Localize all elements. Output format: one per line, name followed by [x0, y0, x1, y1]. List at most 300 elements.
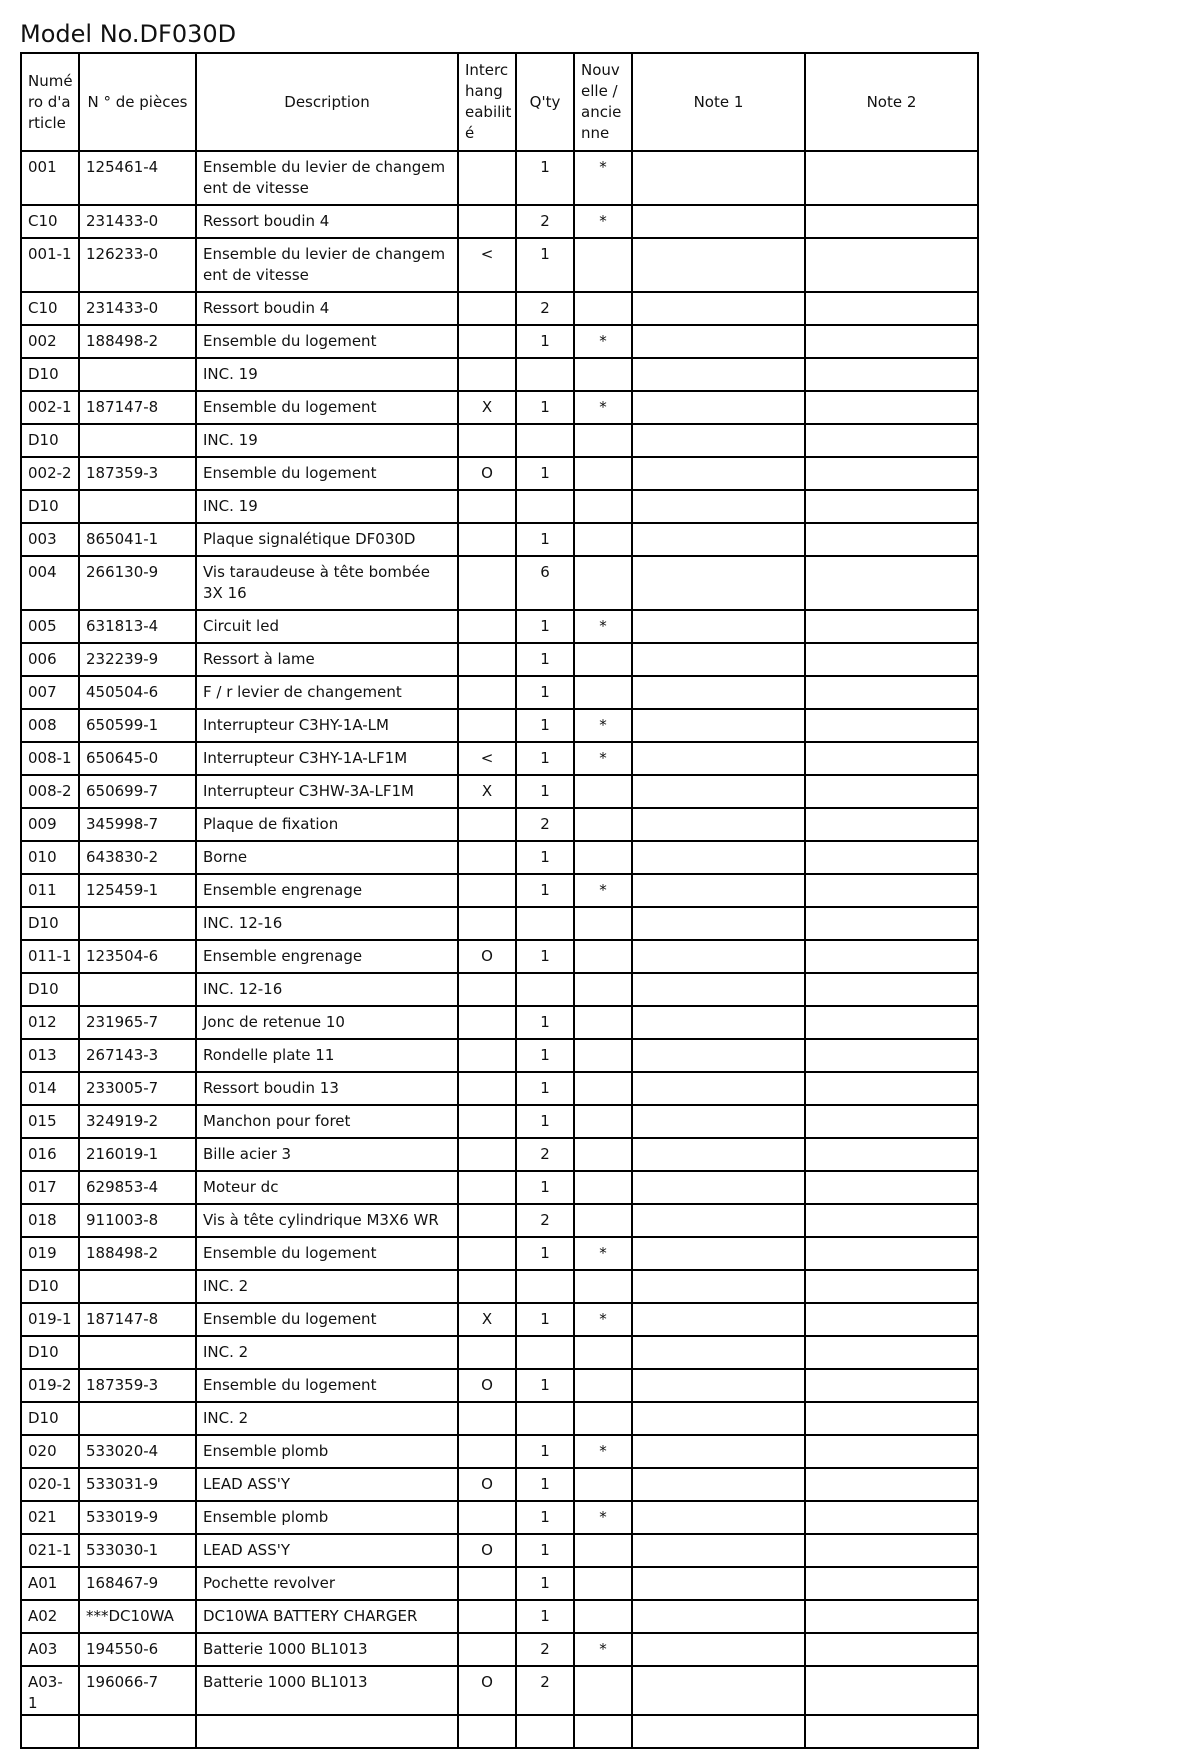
cell-note-2 — [805, 808, 978, 841]
cell-description: LEAD ASS'Y — [196, 1534, 458, 1567]
cell-item-no: 016 — [21, 1138, 79, 1171]
cell-interchangeability: < — [458, 238, 516, 292]
cell-part-no — [79, 1715, 196, 1748]
cell-interchangeability: O — [458, 1369, 516, 1402]
cell-interchangeability — [458, 358, 516, 391]
cell-description: Ensemble engrenage — [196, 874, 458, 907]
cell-interchangeability — [458, 1270, 516, 1303]
cell-new-old — [574, 1468, 632, 1501]
cell-new-old — [574, 457, 632, 490]
cell-part-no: 196066-7 — [79, 1666, 196, 1715]
cell-part-no: 123504-6 — [79, 940, 196, 973]
cell-description: Vis taraudeuse à tête bombée 3X 16 — [196, 556, 458, 610]
cell-qty: 1 — [516, 1303, 574, 1336]
cell-qty: 1 — [516, 1567, 574, 1600]
cell-note-1 — [632, 1567, 805, 1600]
table-row — [21, 610, 978, 643]
cell-interchangeability — [458, 424, 516, 457]
cell-qty: 1 — [516, 1435, 574, 1468]
cell-part-no: 450504-6 — [79, 676, 196, 709]
table-row — [21, 1534, 978, 1567]
cell-new-old — [574, 676, 632, 709]
cell-new-old — [574, 358, 632, 391]
cell-part-no: 125461-4 — [79, 151, 196, 205]
cell-note-1 — [632, 1534, 805, 1567]
header-interchangeability: Interc hang eabilit é — [458, 53, 516, 151]
cell-item-no: 020-1 — [21, 1468, 79, 1501]
cell-interchangeability — [458, 1435, 516, 1468]
cell-new-old — [574, 1534, 632, 1567]
table-row — [21, 424, 978, 457]
cell-new-old: * — [574, 610, 632, 643]
cell-new-old — [574, 1402, 632, 1435]
cell-qty: 1 — [516, 841, 574, 874]
cell-note-1 — [632, 1369, 805, 1402]
cell-qty: 1 — [516, 1369, 574, 1402]
cell-part-no: 168467-9 — [79, 1567, 196, 1600]
cell-note-1 — [632, 775, 805, 808]
cell-interchangeability — [458, 1072, 516, 1105]
cell-item-no: D10 — [21, 490, 79, 523]
table-row — [21, 292, 978, 325]
cell-note-1 — [632, 1501, 805, 1534]
cell-new-old — [574, 490, 632, 523]
cell-note-2 — [805, 775, 978, 808]
cell-note-1 — [632, 292, 805, 325]
cell-description: Moteur dc — [196, 1171, 458, 1204]
cell-qty: 1 — [516, 151, 574, 205]
cell-note-1 — [632, 1039, 805, 1072]
cell-interchangeability — [458, 205, 516, 238]
table-row — [21, 151, 978, 205]
cell-interchangeability — [458, 1039, 516, 1072]
cell-part-no: 187147-8 — [79, 1303, 196, 1336]
cell-note-1 — [632, 907, 805, 940]
cell-note-2 — [805, 523, 978, 556]
table-row — [21, 676, 978, 709]
cell-part-no: 187359-3 — [79, 457, 196, 490]
cell-new-old — [574, 1105, 632, 1138]
cell-description: Jonc de retenue 10 — [196, 1006, 458, 1039]
table-row — [21, 1666, 978, 1715]
table-row — [21, 1501, 978, 1534]
cell-new-old: * — [574, 709, 632, 742]
cell-part-no: 533031-9 — [79, 1468, 196, 1501]
cell-item-no: 017 — [21, 1171, 79, 1204]
cell-new-old — [574, 1715, 632, 1748]
cell-new-old — [574, 1039, 632, 1072]
cell-interchangeability — [458, 1105, 516, 1138]
cell-new-old — [574, 973, 632, 1006]
table-row — [21, 205, 978, 238]
cell-new-old: * — [574, 1501, 632, 1534]
cell-description: Pochette revolver — [196, 1567, 458, 1600]
cell-part-no: 267143-3 — [79, 1039, 196, 1072]
cell-qty: 1 — [516, 325, 574, 358]
cell-note-1 — [632, 709, 805, 742]
cell-note-1 — [632, 325, 805, 358]
cell-new-old: * — [574, 1237, 632, 1270]
cell-note-1 — [632, 1237, 805, 1270]
cell-part-no: 533020-4 — [79, 1435, 196, 1468]
cell-qty — [516, 1336, 574, 1369]
cell-description: LEAD ASS'Y — [196, 1468, 458, 1501]
cell-qty: 2 — [516, 1633, 574, 1666]
table-row — [21, 1567, 978, 1600]
cell-new-old — [574, 1666, 632, 1715]
cell-interchangeability: X — [458, 391, 516, 424]
table-row — [21, 1204, 978, 1237]
cell-item-no: 008-1 — [21, 742, 79, 775]
table-row — [21, 523, 978, 556]
table-row — [21, 1336, 978, 1369]
cell-description: INC. 12-16 — [196, 907, 458, 940]
cell-item-no: C10 — [21, 292, 79, 325]
cell-note-2 — [805, 424, 978, 457]
cell-interchangeability: < — [458, 742, 516, 775]
cell-item-no: 015 — [21, 1105, 79, 1138]
table-row — [21, 391, 978, 424]
cell-qty — [516, 1270, 574, 1303]
table-row — [21, 874, 978, 907]
cell-new-old — [574, 841, 632, 874]
cell-interchangeability — [458, 1138, 516, 1171]
cell-qty: 1 — [516, 1534, 574, 1567]
cell-part-no: 187147-8 — [79, 391, 196, 424]
cell-new-old — [574, 238, 632, 292]
cell-note-2 — [805, 457, 978, 490]
cell-note-1 — [632, 238, 805, 292]
cell-note-1 — [632, 1666, 805, 1715]
cell-note-1 — [632, 490, 805, 523]
cell-description: Ressort boudin 4 — [196, 205, 458, 238]
cell-description: Ensemble du levier de changem ent de vitesse — [196, 151, 458, 205]
header-new-old: Nouv elle / ancie nne — [574, 53, 632, 151]
cell-item-no: D10 — [21, 973, 79, 1006]
header-part-no: N ° de pièces — [79, 53, 196, 151]
table-row — [21, 1072, 978, 1105]
cell-description: Ensemble plomb — [196, 1435, 458, 1468]
cell-qty: 2 — [516, 1204, 574, 1237]
cell-note-1 — [632, 742, 805, 775]
parts-table — [20, 52, 979, 1749]
cell-note-1 — [632, 205, 805, 238]
cell-new-old: * — [574, 325, 632, 358]
cell-note-2 — [805, 1039, 978, 1072]
cell-description: Ensemble du logement — [196, 1303, 458, 1336]
header-note-2: Note 2 — [805, 53, 978, 151]
cell-item-no: 008-2 — [21, 775, 79, 808]
cell-qty — [516, 490, 574, 523]
cell-note-2 — [805, 610, 978, 643]
page-title: Model No.DF030D — [20, 20, 237, 48]
cell-note-1 — [632, 523, 805, 556]
cell-note-1 — [632, 1402, 805, 1435]
cell-qty: 1 — [516, 523, 574, 556]
table-row — [21, 1435, 978, 1468]
cell-qty: 1 — [516, 874, 574, 907]
table-row — [21, 1171, 978, 1204]
cell-interchangeability — [458, 1402, 516, 1435]
header-item-no: Numé ro d'a rticle — [21, 53, 79, 151]
cell-item-no: 019-2 — [21, 1369, 79, 1402]
cell-note-1 — [632, 841, 805, 874]
cell-note-2 — [805, 1369, 978, 1402]
cell-new-old: * — [574, 1435, 632, 1468]
table-row — [21, 1105, 978, 1138]
table-row — [21, 709, 978, 742]
cell-part-no: 188498-2 — [79, 325, 196, 358]
table-row — [21, 1633, 978, 1666]
cell-note-2 — [805, 1402, 978, 1435]
cell-note-1 — [632, 1138, 805, 1171]
cell-note-2 — [805, 490, 978, 523]
cell-new-old — [574, 556, 632, 610]
cell-description: Bille acier 3 — [196, 1138, 458, 1171]
cell-note-2 — [805, 1666, 978, 1715]
cell-item-no: A01 — [21, 1567, 79, 1600]
cell-note-1 — [632, 1006, 805, 1039]
cell-description: INC. 2 — [196, 1402, 458, 1435]
cell-part-no: 650599-1 — [79, 709, 196, 742]
cell-note-2 — [805, 205, 978, 238]
cell-new-old: * — [574, 151, 632, 205]
cell-description — [196, 1715, 458, 1748]
cell-interchangeability — [458, 1237, 516, 1270]
cell-qty: 1 — [516, 643, 574, 676]
cell-note-2 — [805, 391, 978, 424]
cell-description: F / r levier de changement — [196, 676, 458, 709]
cell-new-old — [574, 907, 632, 940]
cell-note-2 — [805, 151, 978, 205]
cell-item-no: 002-2 — [21, 457, 79, 490]
cell-description: INC. 19 — [196, 358, 458, 391]
cell-note-2 — [805, 874, 978, 907]
cell-qty — [516, 424, 574, 457]
cell-part-no: 631813-4 — [79, 610, 196, 643]
cell-item-no: 005 — [21, 610, 79, 643]
cell-description: Ensemble du logement — [196, 1369, 458, 1402]
cell-qty: 1 — [516, 940, 574, 973]
cell-description: Rondelle plate 11 — [196, 1039, 458, 1072]
table-row — [21, 1303, 978, 1336]
cell-new-old: * — [574, 742, 632, 775]
cell-note-1 — [632, 151, 805, 205]
cell-note-1 — [632, 676, 805, 709]
table-row — [21, 457, 978, 490]
cell-qty: 6 — [516, 556, 574, 610]
table-row — [21, 1138, 978, 1171]
cell-interchangeability — [458, 610, 516, 643]
table-row — [21, 1270, 978, 1303]
cell-part-no: 233005-7 — [79, 1072, 196, 1105]
cell-item-no: 014 — [21, 1072, 79, 1105]
header-row — [21, 53, 978, 151]
table-row — [21, 742, 978, 775]
cell-note-1 — [632, 610, 805, 643]
cell-part-no: 533019-9 — [79, 1501, 196, 1534]
cell-description: Circuit led — [196, 610, 458, 643]
cell-qty: 1 — [516, 1600, 574, 1633]
cell-interchangeability — [458, 151, 516, 205]
cell-note-2 — [805, 1237, 978, 1270]
cell-part-no: 533030-1 — [79, 1534, 196, 1567]
cell-item-no: D10 — [21, 907, 79, 940]
cell-part-no: 643830-2 — [79, 841, 196, 874]
cell-interchangeability — [458, 907, 516, 940]
cell-interchangeability: X — [458, 1303, 516, 1336]
cell-item-no: A02 — [21, 1600, 79, 1633]
cell-description: Ressort boudin 13 — [196, 1072, 458, 1105]
cell-new-old — [574, 940, 632, 973]
cell-description: Ensemble du logement — [196, 457, 458, 490]
cell-note-1 — [632, 358, 805, 391]
cell-new-old — [574, 1600, 632, 1633]
cell-part-no: 650645-0 — [79, 742, 196, 775]
cell-note-1 — [632, 1270, 805, 1303]
header-description: Description — [196, 53, 458, 151]
table-row — [21, 490, 978, 523]
cell-part-no: 231433-0 — [79, 292, 196, 325]
cell-part-no: 126233-0 — [79, 238, 196, 292]
cell-qty: 1 — [516, 610, 574, 643]
cell-description: Batterie 1000 BL1013 — [196, 1633, 458, 1666]
table-row — [21, 358, 978, 391]
cell-interchangeability — [458, 808, 516, 841]
cell-description: Ensemble du levier de changem ent de vitesse — [196, 238, 458, 292]
cell-description: Vis à tête cylindrique M3X6 WR — [196, 1204, 458, 1237]
cell-new-old: * — [574, 391, 632, 424]
cell-item-no: D10 — [21, 1336, 79, 1369]
cell-item-no: 019-1 — [21, 1303, 79, 1336]
cell-note-2 — [805, 1468, 978, 1501]
cell-note-2 — [805, 556, 978, 610]
cell-item-no: 003 — [21, 523, 79, 556]
cell-item-no: D10 — [21, 424, 79, 457]
cell-new-old: * — [574, 1633, 632, 1666]
cell-interchangeability — [458, 1567, 516, 1600]
cell-qty: 2 — [516, 808, 574, 841]
table-row — [21, 808, 978, 841]
cell-note-1 — [632, 1468, 805, 1501]
cell-interchangeability: X — [458, 775, 516, 808]
table-row — [21, 973, 978, 1006]
cell-note-1 — [632, 1600, 805, 1633]
table-row — [21, 1468, 978, 1501]
cell-interchangeability: O — [458, 940, 516, 973]
cell-item-no: 011-1 — [21, 940, 79, 973]
cell-note-2 — [805, 1435, 978, 1468]
cell-new-old — [574, 1336, 632, 1369]
cell-qty — [516, 358, 574, 391]
cell-note-2 — [805, 1270, 978, 1303]
cell-note-2 — [805, 1600, 978, 1633]
cell-qty: 1 — [516, 1039, 574, 1072]
cell-interchangeability — [458, 709, 516, 742]
cell-qty: 1 — [516, 775, 574, 808]
cell-new-old — [574, 1369, 632, 1402]
cell-note-1 — [632, 457, 805, 490]
cell-item-no: 002-1 — [21, 391, 79, 424]
cell-qty: 1 — [516, 1468, 574, 1501]
cell-note-1 — [632, 1336, 805, 1369]
cell-interchangeability: O — [458, 1534, 516, 1567]
cell-note-2 — [805, 1534, 978, 1567]
cell-new-old — [574, 1072, 632, 1105]
cell-note-1 — [632, 1633, 805, 1666]
cell-interchangeability — [458, 1336, 516, 1369]
cell-qty: 2 — [516, 292, 574, 325]
table-row — [21, 1006, 978, 1039]
table-body — [21, 151, 978, 1748]
header-qty: Q'ty — [516, 53, 574, 151]
cell-new-old — [574, 1204, 632, 1237]
cell-description: INC. 2 — [196, 1336, 458, 1369]
cell-note-2 — [805, 841, 978, 874]
cell-qty: 1 — [516, 457, 574, 490]
cell-note-2 — [805, 1501, 978, 1534]
table-row — [21, 1369, 978, 1402]
cell-note-1 — [632, 1171, 805, 1204]
table-row — [21, 907, 978, 940]
cell-interchangeability: O — [458, 1666, 516, 1715]
cell-description: Borne — [196, 841, 458, 874]
cell-item-no: 002 — [21, 325, 79, 358]
cell-note-1 — [632, 1435, 805, 1468]
cell-qty: 2 — [516, 205, 574, 238]
cell-part-no: 216019-1 — [79, 1138, 196, 1171]
cell-new-old — [574, 1006, 632, 1039]
header-note-1: Note 1 — [632, 53, 805, 151]
cell-interchangeability — [458, 1715, 516, 1748]
cell-interchangeability: O — [458, 457, 516, 490]
cell-new-old — [574, 1567, 632, 1600]
cell-new-old — [574, 1138, 632, 1171]
cell-item-no: 011 — [21, 874, 79, 907]
cell-note-2 — [805, 1072, 978, 1105]
cell-note-2 — [805, 358, 978, 391]
cell-item-no: 021-1 — [21, 1534, 79, 1567]
cell-description: Ressort boudin 4 — [196, 292, 458, 325]
cell-qty: 1 — [516, 1237, 574, 1270]
cell-note-2 — [805, 1715, 978, 1748]
cell-new-old — [574, 523, 632, 556]
cell-interchangeability — [458, 490, 516, 523]
cell-part-no — [79, 907, 196, 940]
cell-interchangeability — [458, 1600, 516, 1633]
cell-qty: 2 — [516, 1138, 574, 1171]
cell-interchangeability — [458, 556, 516, 610]
cell-item-no: 008 — [21, 709, 79, 742]
cell-item-no: 020 — [21, 1435, 79, 1468]
cell-part-no — [79, 424, 196, 457]
cell-item-no: D10 — [21, 1402, 79, 1435]
cell-part-no: 345998-7 — [79, 808, 196, 841]
cell-part-no — [79, 490, 196, 523]
cell-note-2 — [805, 325, 978, 358]
cell-interchangeability — [458, 841, 516, 874]
cell-interchangeability — [458, 1501, 516, 1534]
table-row — [21, 775, 978, 808]
cell-item-no: 012 — [21, 1006, 79, 1039]
cell-description: Ensemble du logement — [196, 391, 458, 424]
cell-note-1 — [632, 424, 805, 457]
cell-new-old — [574, 643, 632, 676]
cell-note-2 — [805, 742, 978, 775]
cell-description: Ensemble engrenage — [196, 940, 458, 973]
cell-item-no: 018 — [21, 1204, 79, 1237]
cell-note-2 — [805, 1336, 978, 1369]
